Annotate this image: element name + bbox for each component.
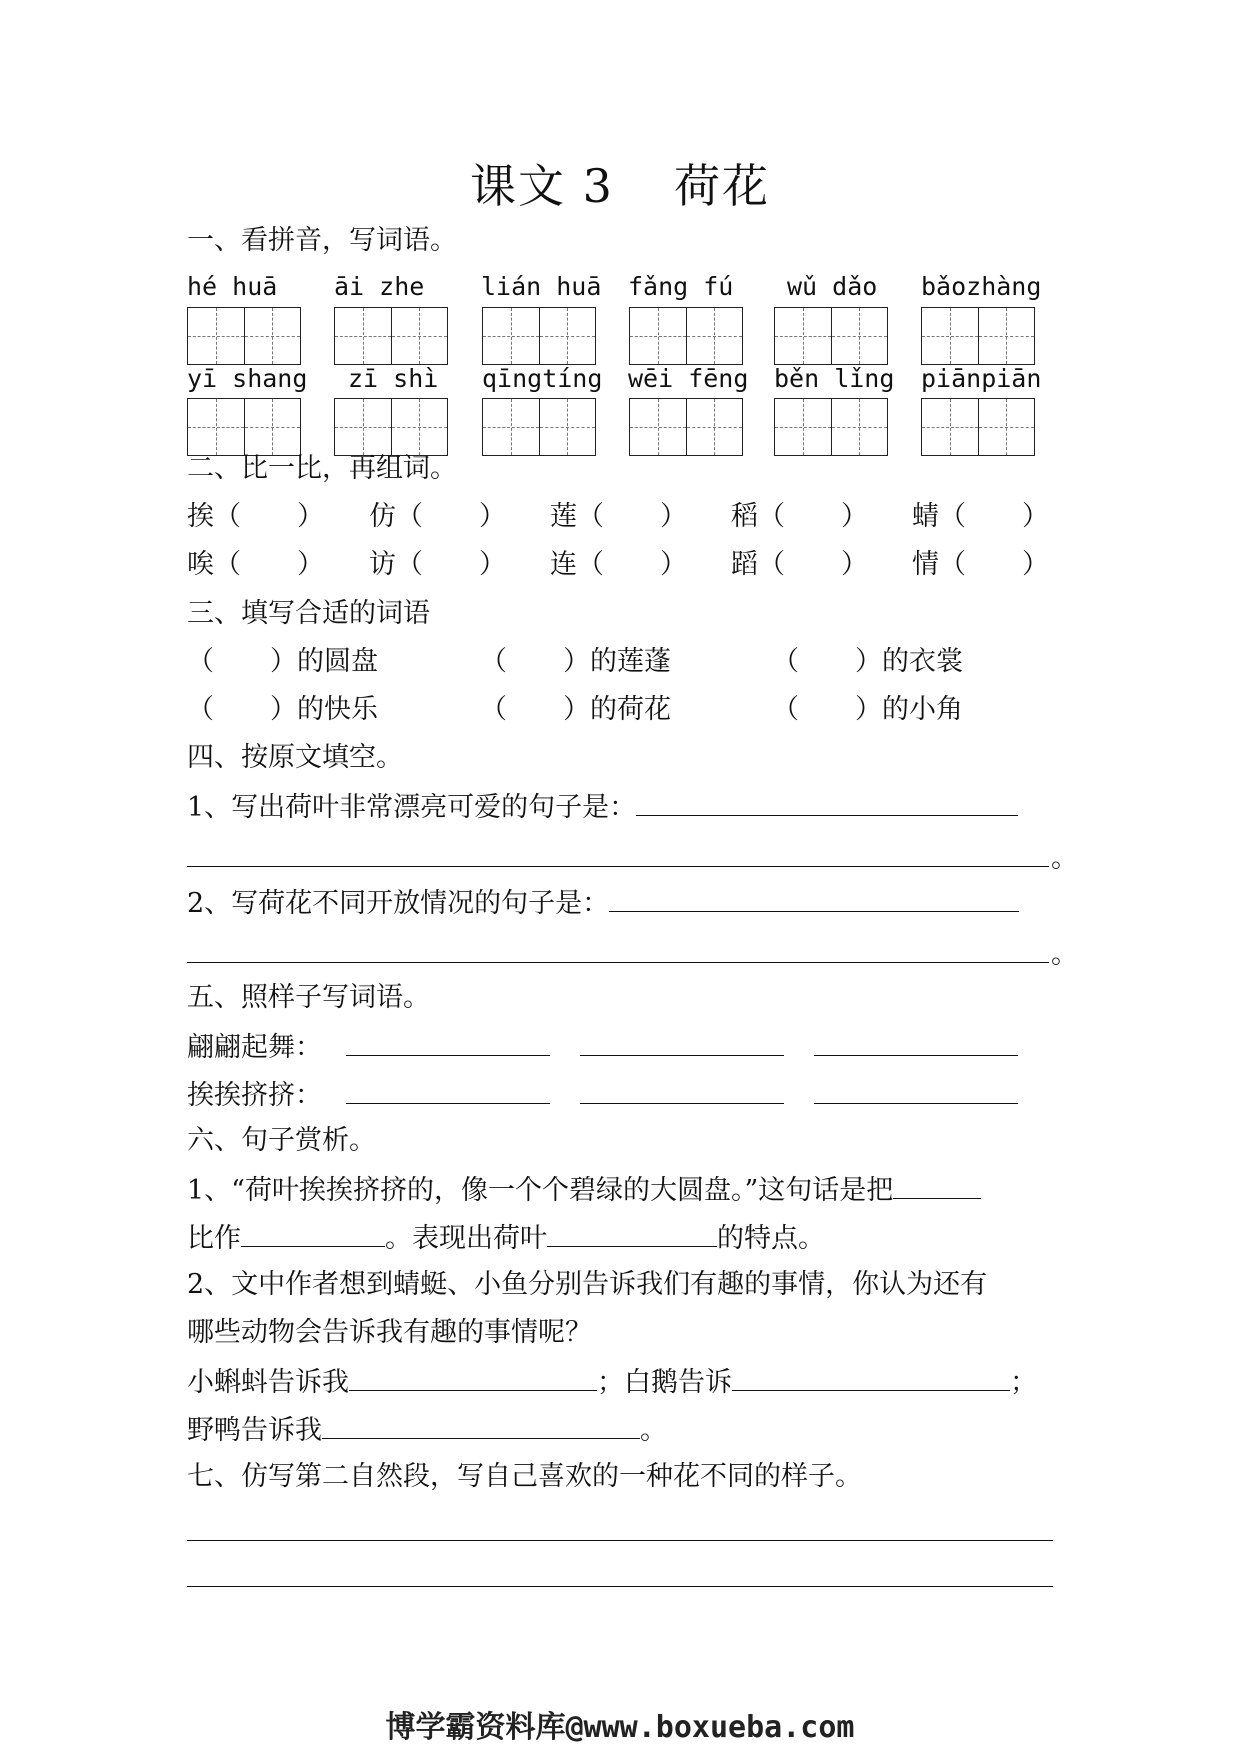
answer-blank[interactable]: [814, 1029, 1018, 1056]
example-1: 翩翩起舞：: [187, 1029, 1018, 1065]
question-6-1a: 1、“荷叶挨挨挤挤的，像一个个碧绿的大圆盘。”这句话是把: [187, 1172, 981, 1208]
answer-blank[interactable]: [349, 1364, 597, 1391]
answer-blank[interactable]: [346, 1077, 550, 1104]
writing-grid[interactable]: [187, 398, 301, 456]
pinyin-label: yī shang: [187, 364, 308, 393]
writing-grid[interactable]: [334, 398, 448, 456]
fill-item[interactable]: （ ）的荷花: [480, 694, 671, 725]
period: 。: [1051, 939, 1078, 970]
compare-item[interactable]: 莲（ ）: [550, 501, 687, 532]
compare-item[interactable]: 访（ ）: [369, 549, 506, 580]
answer-line[interactable]: [187, 962, 1049, 963]
writing-grid[interactable]: [482, 398, 596, 456]
compare-item[interactable]: 稻（ ）: [731, 501, 868, 532]
pinyin-label: fǎng fú: [628, 272, 734, 301]
compare-item[interactable]: 仿（ ）: [369, 501, 506, 532]
writing-line[interactable]: [187, 1540, 1053, 1541]
example-2: 挨挨挤挤：: [187, 1077, 1018, 1113]
section7-heading: 七、仿写第二自然段，写自己喜欢的一种花不同的样子。: [187, 1461, 862, 1492]
fill-item[interactable]: （ ）的快乐: [187, 694, 378, 725]
compare-item[interactable]: 情（ ）: [912, 549, 1049, 580]
answer-blank[interactable]: [241, 1220, 385, 1247]
answer-blank[interactable]: [547, 1220, 717, 1247]
fill-item[interactable]: （ ）的圆盘: [187, 646, 378, 677]
writing-grid[interactable]: [921, 398, 1035, 456]
answer-blank[interactable]: [636, 789, 1018, 816]
section3-heading: 三、填写合适的词语: [187, 598, 430, 629]
question-6-2b: 哪些动物会告诉我有趣的事情呢？: [187, 1317, 592, 1348]
writing-grid[interactable]: [774, 307, 888, 365]
question-6-2a: 2、文中作者想到蜻蜓、小鱼分别告诉我们有趣的事情，你认为还有: [187, 1269, 988, 1300]
writing-grid[interactable]: [334, 307, 448, 365]
question-6-1b: 比作 。表现出荷叶 的特点。: [187, 1220, 825, 1256]
page-title: [0, 150, 1240, 216]
section6-heading: 六、句子赏析。: [187, 1125, 376, 1156]
pinyin-label: wēi fēng: [628, 364, 749, 393]
answer-6-2-row2: 野鸭告诉我 。: [187, 1412, 667, 1448]
fill-item[interactable]: （ ）的小角: [772, 694, 963, 725]
pinyin-label: āi zhe: [334, 272, 425, 301]
answer-blank[interactable]: [346, 1029, 550, 1056]
lesson-number: 课文 3: [470, 159, 614, 213]
writing-grid[interactable]: [629, 398, 743, 456]
watermark-footer: 博学霸资料库@www.boxueba.com: [385, 1710, 855, 1745]
section4-heading: 四、按原文填空。: [187, 742, 403, 773]
compare-item[interactable]: 连（ ）: [550, 549, 687, 580]
pinyin-label: wǔ dǎo: [787, 272, 878, 301]
writing-grid[interactable]: [774, 398, 888, 456]
fill-item[interactable]: （ ）的衣裳: [772, 646, 963, 677]
compare-item[interactable]: 唉（ ）: [187, 549, 324, 580]
compare-item[interactable]: 蹈（ ）: [731, 549, 868, 580]
period: 。: [1051, 843, 1078, 874]
answer-blank[interactable]: [609, 885, 1019, 912]
lesson-name: 荷花: [673, 159, 770, 213]
answer-blank[interactable]: [814, 1077, 1018, 1104]
answer-blank[interactable]: [322, 1412, 640, 1439]
pinyin-label: bǎozhàng: [921, 272, 1042, 301]
pinyin-label: zī shì: [348, 364, 439, 393]
writing-line[interactable]: [187, 1586, 1053, 1587]
section2-heading: 二、比一比，再组词。: [187, 453, 457, 484]
answer-blank[interactable]: [580, 1077, 784, 1104]
fill-item[interactable]: （ ）的莲蓬: [480, 646, 671, 677]
writing-grid[interactable]: [629, 307, 743, 365]
pinyin-label: qīngtíng: [482, 364, 603, 393]
writing-grid[interactable]: [921, 307, 1035, 365]
answer-blank[interactable]: [580, 1029, 784, 1056]
section5-heading: 五、照样子写词语。: [187, 982, 430, 1013]
question-4-1: 1、写出荷叶非常漂亮可爱的句子是：: [187, 789, 1018, 825]
pinyin-label: lián huā: [481, 272, 602, 301]
answer-line[interactable]: [187, 866, 1049, 867]
answer-blank[interactable]: [732, 1364, 1010, 1391]
question-4-2: 2、写荷花不同开放情况的句子是：: [187, 885, 1019, 921]
writing-grid[interactable]: [187, 307, 301, 365]
pinyin-label: běn lǐng: [774, 364, 895, 393]
pinyin-label: hé huā: [187, 272, 278, 301]
pinyin-label: piānpiān: [921, 364, 1042, 393]
writing-grid[interactable]: [482, 307, 596, 365]
answer-6-2-row1: 小蝌蚪告诉我 ；白鹅告诉 ；: [187, 1364, 1037, 1400]
answer-blank[interactable]: [893, 1172, 981, 1199]
compare-item[interactable]: 蜻（ ）: [912, 501, 1049, 532]
section1-heading: 一、看拼音，写词语。: [187, 225, 457, 256]
compare-item[interactable]: 挨（ ）: [187, 501, 324, 532]
